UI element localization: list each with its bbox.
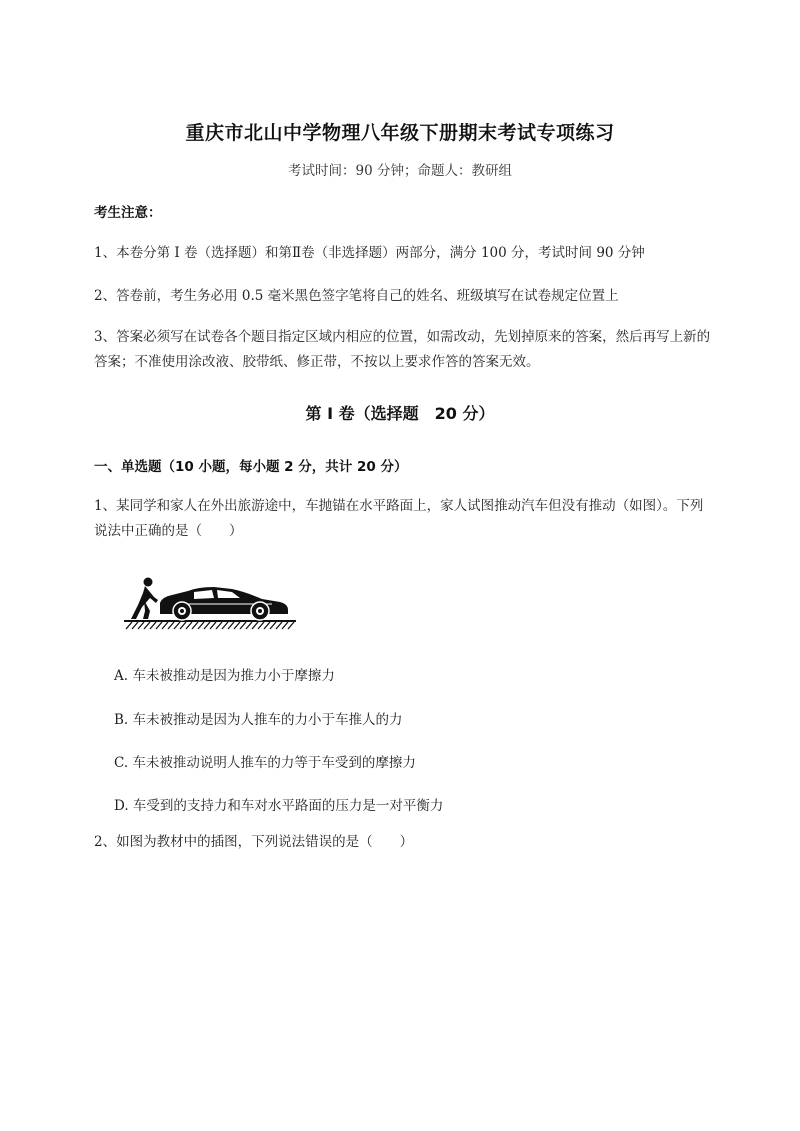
notice-heading: 考生注意： xyxy=(94,205,162,221)
exam-subtitle: 考试时间：90 分钟；命题人：教研组 xyxy=(288,163,512,179)
notice-item-2: 2、答卷前，考生务必用 0.5 毫米黑色签字笔将自己的姓名、班级填写在试卷规定位置上 xyxy=(94,288,619,304)
question-1-option-b: B. 车未被推动是因为人推车的力小于车推人的力 xyxy=(114,712,403,728)
question-1-stem: 1、某同学和家人在外出旅游途中，车抛锚在水平路面上，家人试图推动汽车但没有推动（如图）。下列说法中正确的是（ ） xyxy=(94,498,704,539)
section-title: 第 I 卷（选择题 20 分） xyxy=(305,404,495,423)
question-2-stem: 2、如图为教材中的插图，下列说法错误的是（ ） xyxy=(94,834,414,850)
exam-title: 重庆市北山中学物理八年级下册期末考试专项练习 xyxy=(185,122,615,144)
question-1-option-a: A. 车未被推动是因为推力小于摩擦力 xyxy=(114,668,335,684)
person-pushing-car-illustration xyxy=(122,573,298,631)
question-1-option-d: D. 车受到的支持力和车对水平路面的压力是一对平衡力 xyxy=(114,798,444,814)
question-1-option-c: C. 车未被推动说明人推车的力等于车受到的摩擦力 xyxy=(114,755,416,771)
notice-item-1: 1、本卷分第 I 卷（选择题）和第Ⅱ卷（非选择题）两部分，满分 100 分，考试时间 90 分钟 xyxy=(94,245,645,261)
part-heading: 一、单选题（10 小题，每小题 2 分，共计 20 分） xyxy=(94,459,408,475)
notice-item-3: 3、答案必须写在试卷各个题目指定区域内相应的位置，如需改动，先划掉原来的答案，然后再写上新的答案；不准使用涂改液、胶带纸、修正带，不按以上要求作答的答案无效。 xyxy=(94,329,711,370)
